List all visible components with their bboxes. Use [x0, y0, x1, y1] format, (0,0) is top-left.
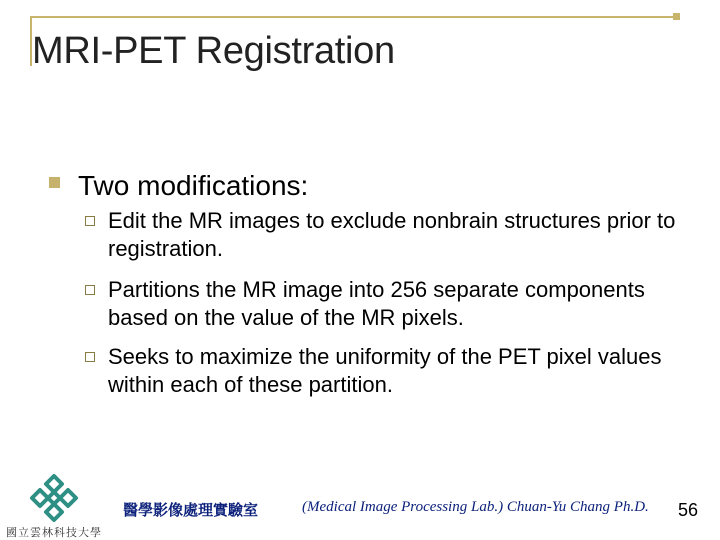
- hollow-square-icon: [85, 216, 95, 226]
- footer-lab-chinese: 醫學影像處理實驗室: [123, 502, 259, 519]
- page-number: 56: [678, 500, 699, 520]
- footer-lab-english: (Medical Image Processing Lab.) Chuan-Yu Chang Ph.D.: [302, 499, 649, 515]
- hollow-square-icon: [85, 285, 95, 295]
- sub-bullet-3: [85, 343, 705, 399]
- sub-bullet-text: Seeks to maximize the uniformity of the PET pixel values within each of these partition.: [108, 344, 662, 397]
- filled-square-icon: [49, 177, 60, 188]
- main-bullet-text: Two modifications:: [78, 170, 309, 201]
- main-bullet: [50, 170, 308, 202]
- sub-bullet-text: Partitions the MR image into 256 separate components based on the value of the MR pixels.: [108, 277, 645, 330]
- frame-top-line: [30, 16, 678, 18]
- logo-caption: 國立雲林科技大學: [6, 527, 102, 539]
- slide-title: MRI-PET Registration: [32, 30, 395, 72]
- sub-bullet-1: [85, 207, 705, 263]
- sub-bullet-2: [85, 276, 705, 332]
- hollow-square-icon: [85, 352, 95, 362]
- sub-bullet-text: Edit the MR images to exclude nonbrain structures prior to registration.: [108, 208, 676, 261]
- frame-corner-square: [673, 13, 680, 20]
